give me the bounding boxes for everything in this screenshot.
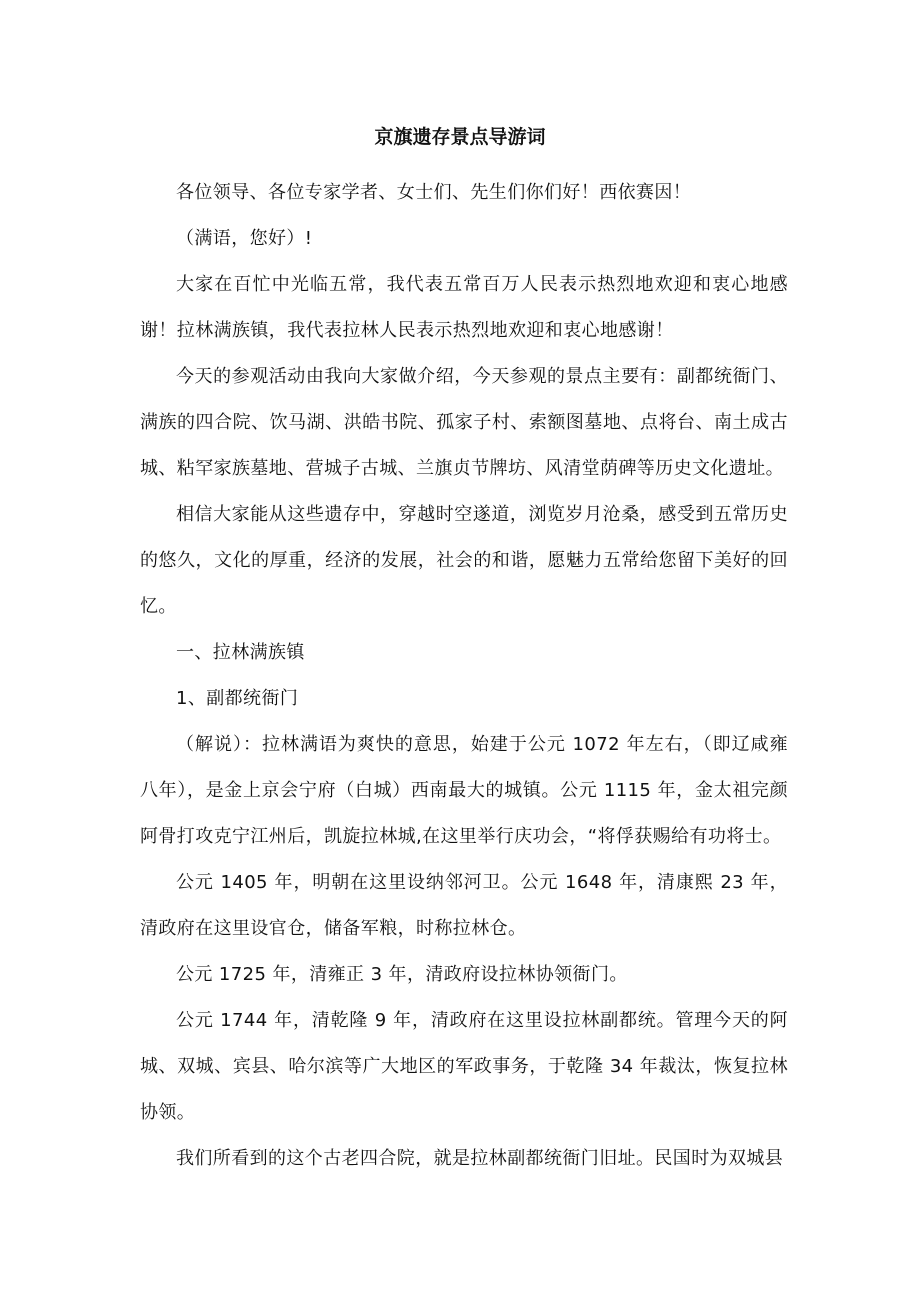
paragraph-history-intro: 相信大家能从这些遗存中，穿越时空遂道，浏览岁月沧桑，感受到五常历史的悠久，文化的厚重，经济的发展，社会的和谐，愿魅力五常给您留下美好的回忆。: [140, 504, 788, 617]
document-body: [140, 170, 788, 1182]
paragraph-1405: 公元 1405 年，明朝在这里设纳邻河卫。公元 1648 年，清康熙 23 年，清政府在这里设官仓，储备军粮，时称拉林仓。: [140, 872, 788, 939]
paragraph-sites-list: 今天的参观活动由我向大家做介绍，今天参观的景点主要有：副都统衙门、满族的四合院、饮马湖、洪皓书院、孤家子村、索额图墓地、点将台、南土成古城、粘罕家族墓地、营城子古城、兰旗贞节牌坊、风清堂荫碑等历史文化遗址。: [140, 366, 788, 479]
paragraph-manchu-note: （满语，您好）!: [176, 228, 313, 249]
subsection-heading-yamen: 1、副都统衙门: [176, 688, 299, 709]
paragraph-courtyard: 我们所看到的这个古老四合院，就是拉林副都统衙门旧址。民国时为双城县: [176, 1148, 784, 1169]
paragraph-explanation: （解说）：拉林满语为爽快的意思，始建于公元 1072 年左右，（即辽咸雍八年），是金上京会宁府（白城）西南最大的城镇。公元 1115 年，金太祖完颜阿骨打攻克宁江州后，凯旋拉林城,在这里举行庆功会，“将俘获赐给有功将士。: [140, 734, 788, 847]
paragraph-greeting: 各位领导、各位专家学者、女士们、先生们你们好！西依赛因！: [176, 182, 692, 203]
paragraph-1725: 公元 1725 年，清雍正 3 年，清政府设拉林协领衙门。: [176, 964, 628, 985]
document-title: 京旗遗存景点导游词: [374, 126, 546, 148]
paragraph-welcome: 大家在百忙中光临五常，我代表五常百万人民表示热烈地欢迎和衷心地感谢！拉林满族镇，我代表拉林人民表示热烈地欢迎和衷心地感谢！: [140, 274, 788, 341]
paragraph-1744: 公元 1744 年，清乾隆 9 年，清政府在这里设拉林副都统。管理今天的阿城、双城、宾县、哈尔滨等广大地区的军政事务，于乾隆 34 年裁汰，恢复拉林协领。: [140, 1010, 788, 1123]
section-heading-lalin: 一、拉林满族镇: [176, 642, 305, 663]
